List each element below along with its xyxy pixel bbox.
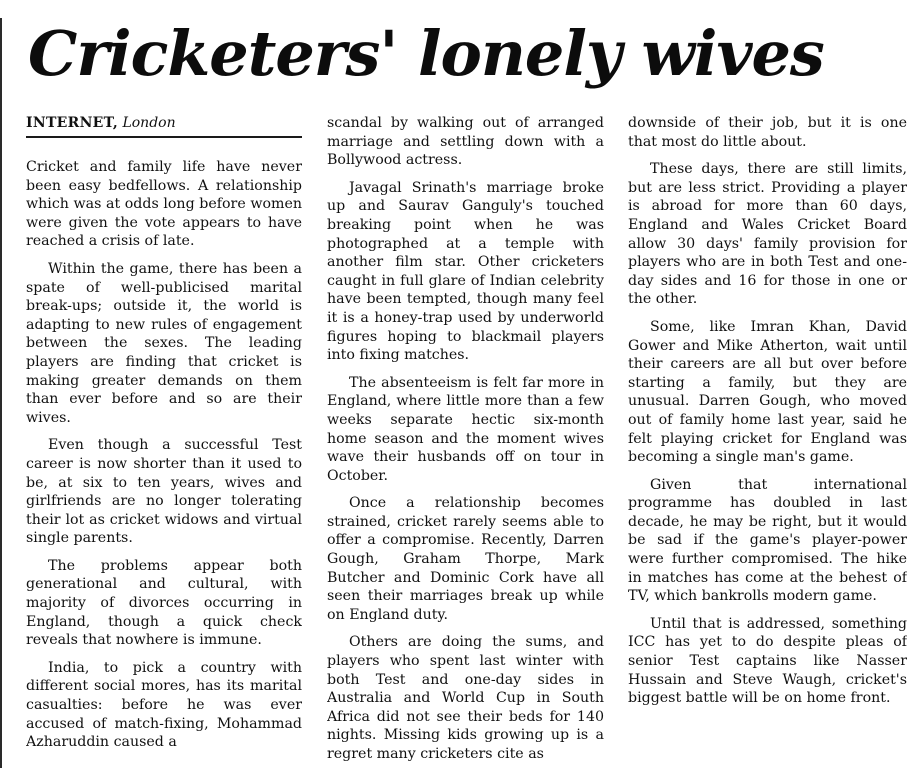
paragraph: The problems appear both generational and cultural, with majority of divorces occurring in England, though a quick check reveals that nowhere is immune. (26, 557, 302, 649)
paragraph: Some, like Imran Khan, David Gower and Mike Atherton, wait until their careers are all but over before starting a family, but they are unusual. Darren Gough, who moved out of family home last year, said he felt playing cricket for England was becoming a single man's game. (628, 318, 907, 466)
article-column-3 (628, 114, 907, 774)
paragraph: Even though a successful Test career is now shorter than it used to be, at six to ten years, wives and girlfriends are no longer tolerating their lot as cricket widows and virtual single parents. (26, 437, 302, 547)
paragraph: Once a relationship becomes strained, cricket rarely seems able to offer a compromise. Recently, Darren Gough, Graham Thorpe, Mark Butcher and Dominic Cork have all seen their marriages break up while on England duty. (327, 495, 604, 623)
paragraph: These days, there are still limits, but are less strict. Providing a player is abroad for more than 60 days, England and Wales Cricket Board allow 30 days' family provision for players who are in both Test and one-day sides and 16 for those in one or the other. (628, 161, 907, 308)
paragraph: The absenteeism is felt far more in England, where little more than a few weeks separate hectic six-month home season and the moment wives wave their husbands off on tour in October. (327, 374, 604, 484)
byline (26, 114, 302, 138)
paragraph: Others are doing the sums, and players who spent last winter with both Test and one-day sides in Australia and World Cup in South Africa did not see their beds for 140 nights. Missing kids growing up is a regret many cricketers cite as (327, 634, 604, 762)
article-column-1 (26, 114, 302, 774)
byline-place: London (122, 115, 176, 131)
paragraph: Cricket and family life have never been easy bedfellows. A relationship which was at odds long before women were given the vote appears to have reached a crisis of late. (26, 159, 302, 250)
headline: Cricketers' lonely wives (28, 17, 824, 90)
paragraph: Until that is addressed, something ICC has yet to do despite pleas of senior Test captains like Nasser Hussain and Steve Waugh, cricket's biggest battle will be on home front. (628, 615, 907, 707)
paragraph: India, to pick a country with different social mores, has its marital casualties: before he was ever accused of match-fixing, Mohammad Azharuddin caused a (26, 659, 302, 751)
paragraph: downside of their job, but it is one that most do little about. (628, 115, 907, 150)
left-edge-rule (0, 18, 2, 768)
paragraph: Given that international programme has doubled in last decade, he may be right, but it would be sad if the game's player-power were further compromised. The hike in matches has come at the behest of TV, which bankrolls modern game. (628, 476, 907, 605)
byline-source: INTERNET, (26, 115, 118, 131)
paragraph: scandal by walking out of arranged marriage and settling down with a Bollywood actress. (327, 115, 604, 169)
article-column-2 (327, 114, 604, 774)
paragraph: Within the game, there has been a spate of well-publicised marital break-ups; outside it, the world is adapting to new rules of engagement between the sexes. The leading players are finding that cricket is making greater demands on them than ever before and so are their wives. (26, 260, 302, 426)
paragraph: Javagal Srinath's marriage broke up and Saurav Ganguly's touched breaking point when he was photographed at a temple with another film star. Other cricketers caught in full glare of Indian celebrity have been tempted, though many feel it is a honey-trap used by underworld figures hoping to blackmail players into fixing matches. (327, 179, 604, 364)
